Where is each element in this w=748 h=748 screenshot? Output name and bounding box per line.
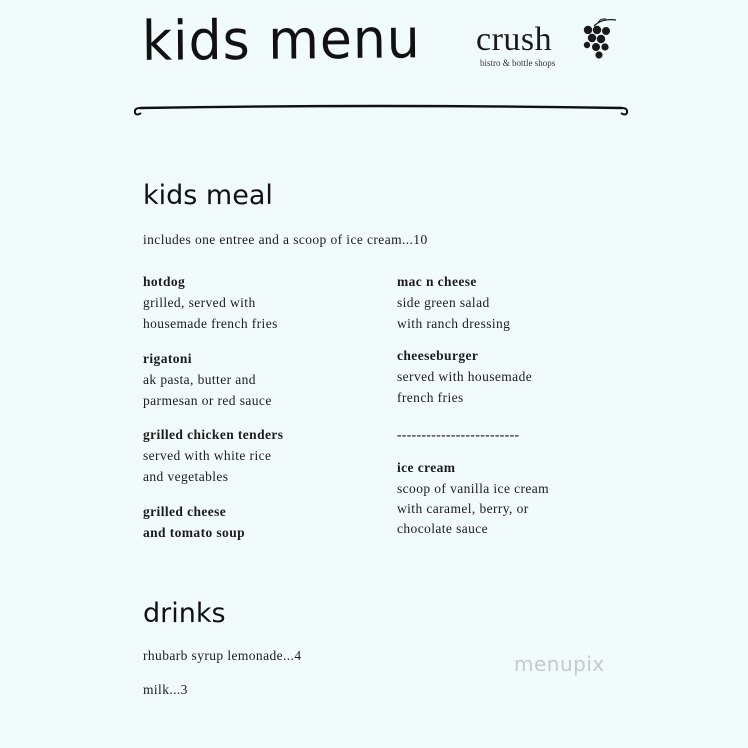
kids-meal-intro: includes one entree and a scoop of ice cream...10 (143, 232, 428, 247)
flourish-divider (130, 100, 632, 118)
drink-item: rhubarb syrup lemonade...4 (143, 648, 302, 663)
menu-item-name: and tomato soup (143, 525, 246, 540)
menu-item-name: ice cream (397, 460, 456, 475)
menu-item-desc: french fries (397, 390, 464, 405)
section-heading-kids-meal: kids meal (143, 180, 273, 211)
menu-item-desc: grilled, served with (143, 295, 256, 310)
menu-item-name: mac n cheese (397, 274, 477, 289)
menu-item-name: rigatoni (143, 351, 192, 366)
menu-item-desc: chocolate sauce (397, 521, 489, 536)
menu-item-desc: served with white rice (143, 448, 272, 463)
menu-item-name: hotdog (143, 274, 186, 289)
menu-item-desc: side green salad (397, 295, 490, 310)
menu-item-desc: scoop of vanilla ice cream (397, 481, 550, 496)
drink-item: milk...3 (143, 682, 188, 697)
brand-logo (476, 20, 636, 80)
menu-item-desc: and vegetables (143, 469, 229, 484)
menu-item-desc: served with housemade (397, 369, 533, 384)
menu-item-name: cheeseburger (397, 348, 479, 363)
menu-item-name: grilled cheese (143, 504, 227, 519)
menu-item-desc: parmesan or red sauce (143, 393, 272, 408)
brand-tagline: bistro & bottle shops (480, 58, 556, 68)
brand-name: crush (476, 21, 553, 58)
page-title: kids menu (141, 7, 422, 74)
section-heading-drinks: drinks (143, 598, 226, 629)
watermark: menupix (514, 652, 605, 676)
grapes-icon (576, 16, 620, 64)
dashed-separator: ------------------------- (397, 427, 520, 442)
menu-item-name: grilled chicken tenders (143, 427, 284, 442)
menu-item-desc: ak pasta, butter and (143, 372, 256, 387)
menu-item-desc: with ranch dressing (397, 316, 511, 331)
menu-item-desc: housemade french fries (143, 316, 278, 331)
menu-item-desc: with caramel, berry, or (397, 501, 529, 516)
